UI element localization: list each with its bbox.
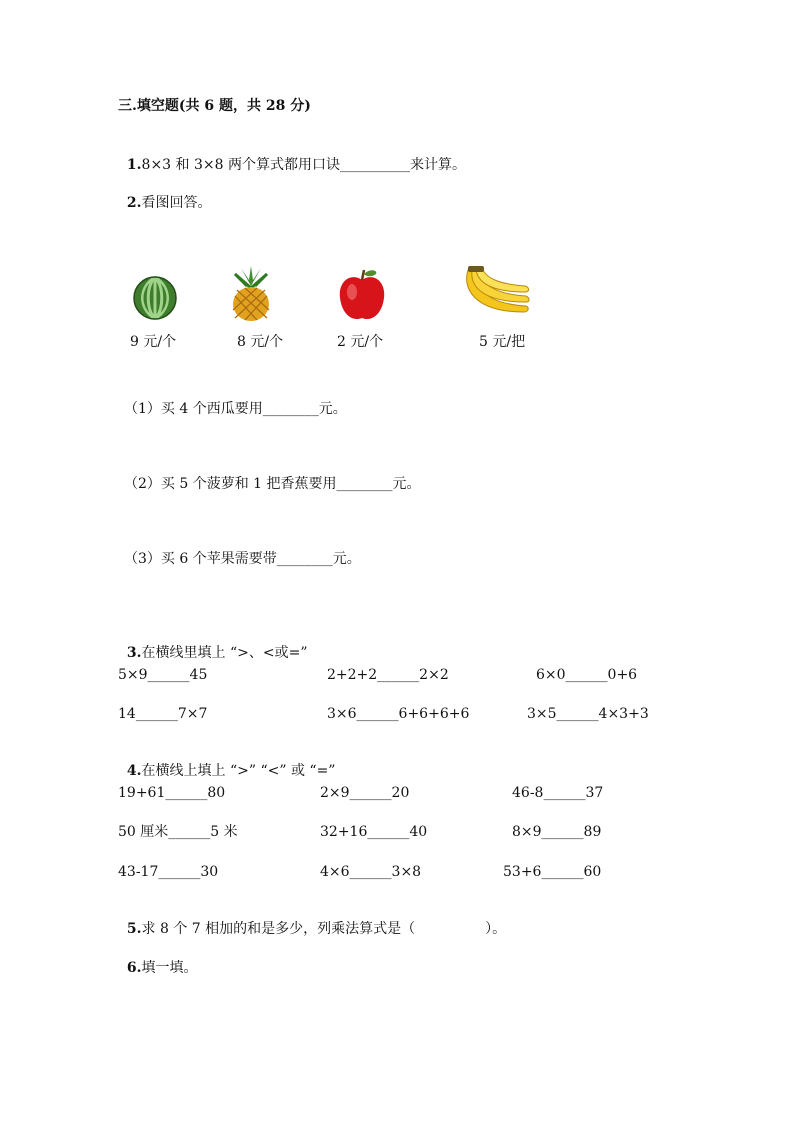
question-text: 在横线上填上 “>” “<” 或 “=”: [141, 763, 336, 779]
question-number: 4.: [126, 763, 142, 779]
sub-question-3: （3）买 6 个苹果需要带________元。: [124, 551, 361, 567]
question-1: [118, 138, 466, 174]
watermelon-icon: [132, 272, 178, 324]
sub-question-2: （2）买 5 个菠萝和 1 把香蕉要用________元。: [124, 476, 421, 492]
question-number: 1.: [126, 157, 142, 173]
question-text: 8×3 和 3×8 两个算式都用口诀__________来计算。: [141, 157, 466, 173]
pineapple-icon: [227, 266, 275, 326]
q3-item: 6×0______0+6: [536, 667, 638, 683]
question-number: 5.: [126, 921, 142, 937]
question-text: 求 8 个 7 相加的和是多少，列乘法算式是（ ）。: [141, 921, 507, 937]
q4-item: 19+61______80: [118, 785, 226, 801]
q3-item: 3×5______4×3+3: [527, 706, 649, 722]
question-text: 看图回答。: [141, 195, 212, 211]
q4-item: 8×9______89: [512, 824, 602, 840]
q4-item: 46-8______37: [512, 785, 604, 801]
q4-item: 4×6______3×8: [320, 864, 422, 880]
q4-item: 50 厘米______5 米: [118, 824, 238, 840]
q3-item: 2+2+2______2×2: [327, 667, 449, 683]
question-3: [118, 626, 308, 662]
q4-item: 53+6______60: [503, 864, 602, 880]
question-number: 2.: [126, 195, 142, 211]
q3-item: 5×9______45: [118, 667, 208, 683]
sub-question-1: （1）买 4 个西瓜要用________元。: [124, 401, 347, 417]
pineapple-price: 8 元/个: [237, 334, 284, 350]
q4-item: 43-17______30: [118, 864, 219, 880]
question-2: [118, 176, 212, 212]
q4-item: 2×9______20: [320, 785, 410, 801]
question-text: 填一填。: [141, 960, 198, 976]
q4-item: 32+16______40: [320, 824, 428, 840]
q3-item: 14______7×7: [118, 706, 208, 722]
question-number: 3.: [126, 645, 142, 661]
banana-price: 5 元/把: [479, 334, 526, 350]
q3-item: 3×6______6+6+6+6: [327, 706, 470, 722]
apple-icon: [336, 268, 388, 326]
question-5: [118, 902, 506, 938]
watermelon-price: 9 元/个: [130, 334, 177, 350]
question-text: 在横线里填上 “>、<或=”: [141, 645, 308, 661]
question-4: [118, 744, 335, 780]
banana-icon: [460, 266, 532, 322]
apple-price: 2 元/个: [337, 334, 384, 350]
question-6: [118, 941, 198, 977]
section-title: 三.填空题(共 6 题，共 28 分): [118, 98, 311, 114]
question-number: 6.: [126, 960, 142, 976]
